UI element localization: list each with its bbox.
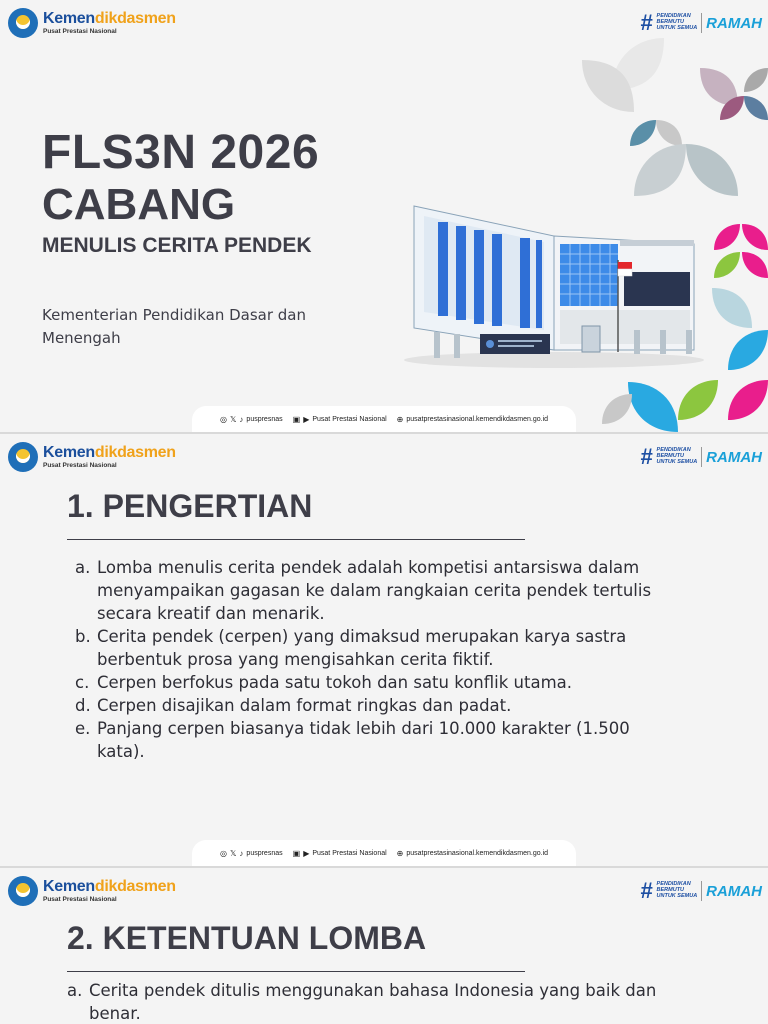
ministry-name: Kementerian Pendidikan Dasar dan Menengah — [42, 306, 306, 347]
channel-name[interactable]: Pusat Prestasi Nasional — [312, 415, 387, 423]
building-illustration — [404, 200, 724, 370]
list-item: a. Cerita pendek ditulis menggunakan bahasa Indonesia yang baik dan benar. — [67, 981, 657, 1023]
campaign-line3: UNTUK SEMUA — [656, 892, 698, 899]
tiktok-icon[interactable]: ♪ — [239, 848, 244, 858]
title-underline — [67, 539, 525, 540]
list-item: e. Panjang cerpen biasanya tidak lebih dari 10.000 karakter (1.500 kata). — [75, 719, 630, 761]
x-icon[interactable]: 𝕏 — [229, 848, 237, 858]
kemendikdasmen-logo — [8, 8, 176, 38]
youtube-icon[interactable]: ▶ — [303, 848, 310, 858]
rules-list — [67, 979, 667, 1024]
list-item: d. Cerpen disajikan dalam format ringkas dan padat. — [75, 696, 512, 715]
brand-sub: Pusat Prestasi Nasional — [43, 27, 117, 35]
social-handle[interactable]: puspresnas — [246, 415, 283, 423]
brand-main: Kemen — [43, 9, 95, 27]
tut-wuri-handayani-emblem-icon — [8, 442, 38, 472]
campaign-hash: # — [640, 444, 653, 469]
tut-wuri-handayani-emblem-icon — [8, 8, 38, 38]
campaign-logo — [640, 12, 762, 34]
campaign-line2: BERMUTU — [656, 453, 685, 460]
channel-name[interactable]: Pusat Prestasi Nasional — [312, 849, 387, 857]
slide-cover — [0, 0, 768, 432]
list-item: a. Lomba menulis cerita pendek adalah kompetisi antarsiswa dalam menyampaikan gagasan ke dalam rangkaian cerita pendek tertulis secara kreatif dan menarik. — [75, 558, 652, 623]
globe-icon: ⊕ — [396, 848, 404, 858]
brand-sub: Pusat Prestasi Nasional — [43, 461, 117, 469]
brand-highlight: dikdasmen — [94, 877, 176, 895]
flag-icon — [618, 262, 632, 276]
campaign-divider — [701, 447, 702, 467]
social-footer — [192, 406, 576, 432]
campaign-divider — [701, 13, 702, 33]
campaign-line3: UNTUK SEMUA — [656, 458, 698, 465]
brand-highlight: dikdasmen — [94, 9, 176, 27]
list-item: c. Cerpen berfokus pada satu tokoh dan satu konflik utama. — [75, 673, 572, 692]
title-underline — [67, 971, 525, 972]
brand-main: Kemen — [43, 443, 95, 461]
cover-title: FLS3N 2026 — [42, 126, 320, 179]
kemendikdasmen-logo — [8, 442, 176, 472]
brand-highlight: dikdasmen — [94, 443, 176, 461]
list-item: b. Cerita pendek (cerpen) yang dimaksud merupakan karya sastra berbentuk prosa yang mengisahkan cerita fiktif. — [75, 627, 627, 669]
instagram-icon[interactable]: ◎ — [219, 848, 227, 858]
definition-list — [75, 556, 675, 763]
kemendikdasmen-logo — [8, 876, 176, 906]
social-handle[interactable]: puspresnas — [246, 849, 283, 857]
facebook-icon[interactable]: ▣ — [292, 414, 301, 424]
x-icon[interactable]: 𝕏 — [229, 414, 237, 424]
slide-pengertian — [0, 434, 768, 866]
social-footer — [192, 840, 576, 866]
campaign-line2: BERMUTU — [656, 887, 685, 894]
tiktok-icon[interactable]: ♪ — [239, 414, 244, 424]
campaign-logo — [640, 446, 762, 468]
website-link[interactable]: pusatprestasinasional.kemendikdasmen.go.id — [406, 849, 549, 857]
campaign-line1: PENDIDIKAN — [656, 881, 691, 888]
campaign-word: RAMAH — [706, 14, 762, 32]
campaign-line2: BERMUTU — [656, 19, 685, 26]
cover-subtitle: MENULIS CERITA PENDEK — [42, 234, 312, 257]
campaign-line1: PENDIDIKAN — [656, 447, 691, 454]
campaign-word: RAMAH — [706, 882, 762, 900]
youtube-icon[interactable]: ▶ — [303, 414, 310, 424]
section-title: 2. KETENTUAN LOMBA — [67, 920, 427, 956]
campaign-line1: PENDIDIKAN — [656, 13, 691, 20]
campaign-hash: # — [640, 10, 653, 35]
brand-sub: Pusat Prestasi Nasional — [43, 895, 117, 903]
campaign-divider — [701, 881, 702, 901]
instagram-icon[interactable]: ◎ — [219, 414, 227, 424]
brand-main: Kemen — [43, 877, 95, 895]
cover-title-line2: CABANG — [42, 180, 236, 229]
campaign-logo — [640, 880, 762, 902]
tut-wuri-handayani-emblem-icon — [8, 876, 38, 906]
globe-icon: ⊕ — [396, 414, 404, 424]
campaign-word: RAMAH — [706, 448, 762, 466]
campaign-line3: UNTUK SEMUA — [656, 24, 698, 31]
facebook-icon[interactable]: ▣ — [292, 848, 301, 858]
slide-ketentuan — [0, 868, 768, 1024]
section-title: 1. PENGERTIAN — [67, 488, 313, 524]
website-link[interactable]: pusatprestasinasional.kemendikdasmen.go.id — [406, 415, 549, 423]
campaign-hash: # — [640, 878, 653, 903]
